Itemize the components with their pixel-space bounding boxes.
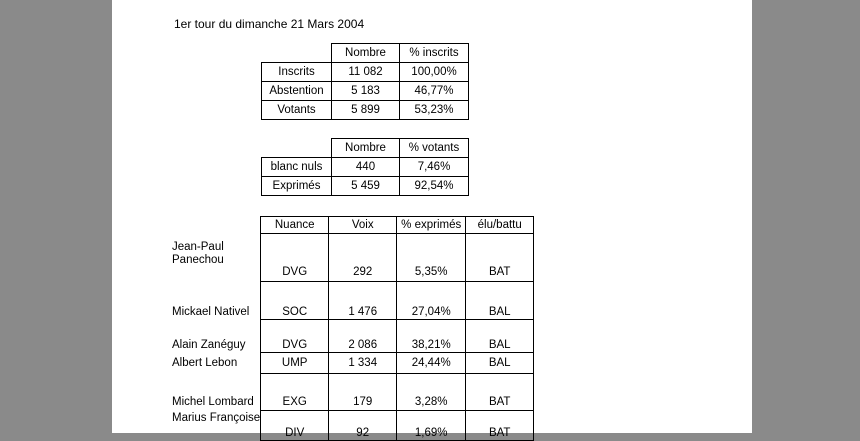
table-row — [172, 374, 534, 411]
candidate-name: Michel Lombard — [172, 395, 254, 408]
cell-nuance: SOC — [261, 282, 329, 320]
cell-nuance: UMP — [261, 353, 329, 374]
column-header: Voix — [329, 217, 397, 234]
cell-percent: 24,44% — [397, 353, 466, 374]
row-label: Votants — [262, 101, 332, 120]
cell-percent: 3,28% — [397, 374, 466, 411]
candidate-name: Jean-Paul Panechou — [172, 240, 224, 266]
row-label: blanc nuls — [262, 158, 332, 177]
cell-percent: 53,23% — [400, 101, 469, 120]
cell-voix: 179 — [329, 374, 397, 411]
cell-percent: 5,35% — [397, 234, 466, 282]
cell-percent: 38,21% — [397, 320, 466, 353]
table-header-row — [262, 139, 469, 158]
row-label: Exprimés — [262, 177, 332, 196]
table-row — [172, 353, 534, 374]
cell-result: BAL — [466, 282, 534, 320]
votes-table — [261, 138, 469, 196]
column-header: Nuance — [261, 217, 329, 234]
cell-percent: 100,00% — [400, 63, 469, 82]
cell-nombre: 11 082 — [332, 63, 400, 82]
column-header: % inscrits — [400, 44, 469, 63]
column-header: % votants — [400, 139, 469, 158]
page-title: 1er tour du dimanche 21 Mars 2004 — [174, 17, 365, 31]
table-row — [172, 320, 534, 353]
cell-nombre: 5 183 — [332, 82, 400, 101]
cell-nuance: DVG — [261, 320, 329, 353]
candidate-name: Alain Zanéguy — [172, 338, 246, 351]
candidates-table — [172, 216, 534, 441]
table-header-row — [262, 44, 469, 63]
cell-nombre: 5 459 — [332, 177, 400, 196]
candidate-name: Marius Françoise — [172, 411, 261, 424]
cell-result: BAL — [466, 353, 534, 374]
row-label: Abstention — [262, 82, 332, 101]
cell-voix: 1 476 — [329, 282, 397, 320]
cell-voix: 1 334 — [329, 353, 397, 374]
cell-voix: 2 086 — [329, 320, 397, 353]
cell-result: BAL — [466, 320, 534, 353]
participation-table — [261, 43, 469, 120]
cell-result: BAT — [466, 411, 534, 441]
table-row — [262, 158, 469, 177]
column-header: Nombre — [332, 139, 400, 158]
cell-percent: 1,69% — [397, 411, 466, 441]
cell-result: BAT — [466, 234, 534, 282]
cell-percent: 46,77% — [400, 82, 469, 101]
cell-nuance: DVG — [261, 234, 329, 282]
row-label: Inscrits — [262, 63, 332, 82]
cell-nombre: 440 — [332, 158, 400, 177]
table-row — [172, 411, 534, 441]
candidate-name: Mickael Nativel — [172, 305, 250, 318]
cell-result: BAT — [466, 374, 534, 411]
column-header: élu/battu — [466, 217, 534, 234]
table-row — [262, 177, 469, 196]
cell-percent: 7,46% — [400, 158, 469, 177]
table-row — [172, 282, 534, 320]
cell-nombre: 5 899 — [332, 101, 400, 120]
candidate-name: Albert Lebon — [172, 356, 238, 369]
table-row — [172, 234, 534, 282]
cell-voix: 92 — [329, 411, 397, 441]
table-row — [262, 101, 469, 120]
cell-voix: 292 — [329, 234, 397, 282]
cell-percent: 92,54% — [400, 177, 469, 196]
table-row — [262, 63, 469, 82]
table-header-row — [172, 217, 534, 234]
column-header: Nombre — [332, 44, 400, 63]
document-page — [112, 0, 752, 439]
column-header: % exprimés — [397, 217, 466, 234]
cell-percent: 27,04% — [397, 282, 466, 320]
cell-nuance: EXG — [261, 374, 329, 411]
cell-nuance: DIV — [261, 411, 329, 441]
table-row — [262, 82, 469, 101]
